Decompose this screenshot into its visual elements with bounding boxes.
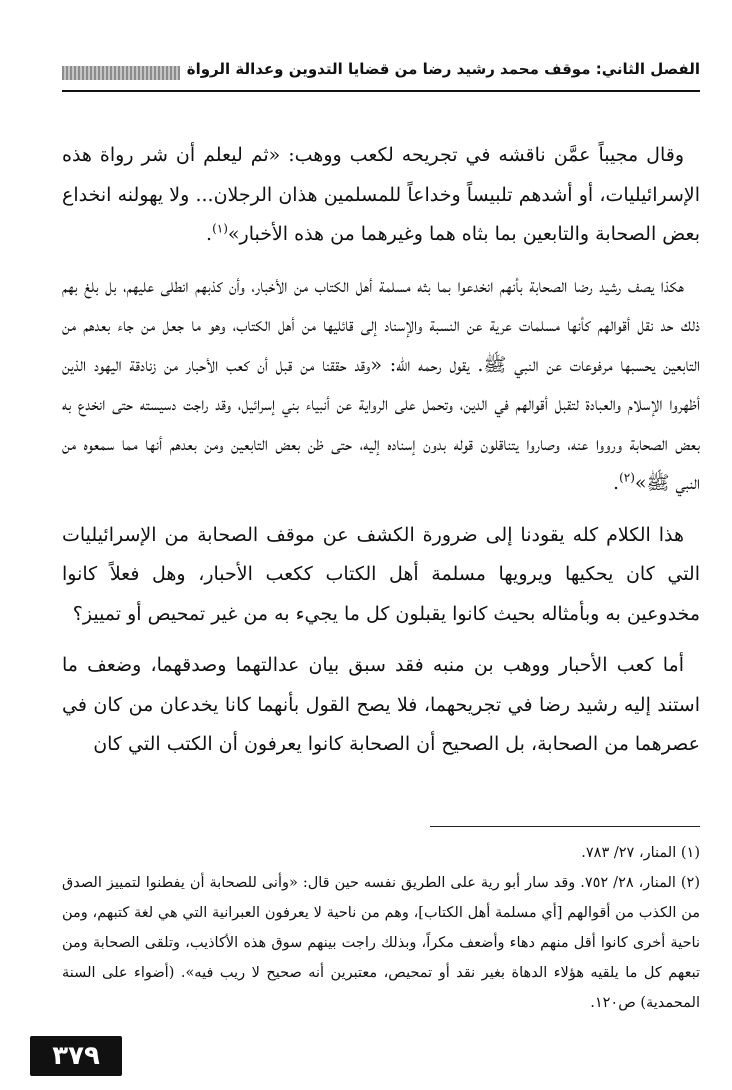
- header-ornament: [62, 66, 180, 80]
- paragraph-text: هذا الكلام كله يقودنا إلى ضرورة الكشف عن موقف الصحابة من الإسرائيليات التي كان يحكيها ويرويها مسلمة أهل الكتاب ككعب الأحبار، وهل فعلاً كانوا مخدوعين به وبأمثاله بحيث كانوا يقبلون كل ما يجيء به من غير تمحيص أو تمييز؟: [62, 523, 700, 625]
- paragraph-tail: .: [206, 223, 213, 245]
- paragraph-text: وقال مجيباً عمَّن ناقشه في تجريحه لكعب ووهب: «ثم ليعلم أن شر رواة هذه الإسرائيليات، أو أشدهم تلبيساً وخداعاً للمسلمين هذان الرجلان... ولا يهولنه انخداع بعض الصحابة والتابعين بما بثاه هما وغيرهما من هذه الأخبار»: [62, 144, 700, 245]
- paragraph: [62, 136, 700, 255]
- footnote-separator: [430, 826, 700, 827]
- main-text: [62, 136, 700, 777]
- paragraph: [62, 646, 700, 765]
- page-number: ٣٧٩: [30, 1036, 122, 1076]
- paragraph: [62, 267, 700, 504]
- footnote-ref[interactable]: (٢): [619, 470, 635, 485]
- footnote: (٢) المنار، ٢٨/ ٧٥٢. وقد سار أبو رية على الطريق نفسه حين قال: «وأنى للصحابة أن يفطنوا لتمييز الصدق من الكذب من أقوالهم [أي مسلمة أهل الكتاب]، وهم من ناحية لا يعرفون العبرانية التي هي لغة كتبهم، ومن ناحية أخرى كانوا أقل منهم دهاء وأضعف مكراً، وبذلك راجت بينهم سوق هذه الأكاذيب، وتلقى الصحابة ومن تبعهم كل ما يلقيه هؤلاء الدهاة بغير نقد أو تمحيص، معتبرين أنه صحيح لا ريب فيه». (أضواء على السنة المحمدية) ص١٢٠.: [62, 875, 700, 1011]
- header-rule: [62, 90, 700, 92]
- running-header: [62, 58, 700, 92]
- paragraph-text: هكذا يصف رشيد رضا الصحابة بأنهم انخدعوا بما بثه مسلمة أهل الكتاب من الأخبار، وأن كذبهم انطلى عليهم، بل بلغ بهم ذلك حد نقل أقوالهم كأنها مسلمات عرية عن النسبة والإسناد إلى قائليها من أهل الكتاب، وهو ما جعل من جاء بعدهم من التابعين يحسبها مرفوعات عن النبي ﷺ. يقول رحمه الله: «وقد حققنا من قبل أن كعب الأحبار من زنادقة اليهود الذين أظهروا الإسلام والعبادة لتقبل أقوالهم في الدين، وتحمل على الرواية عن أنبياء بني إسرائيل، وقد راجت دسيسته حتى انخدع به بعض الصحابة ورووا عنه، وصاروا يتناقلون قوله بدون إسناده إليه، حتى ظن بعض التابعين ومن بعدهم أنها مما سمعوه من النبي ﷺ»: [62, 274, 700, 494]
- footnote: (١) المنار، ٢٧/ ٧٨٣.: [581, 845, 700, 861]
- paragraph-tail: .: [613, 472, 620, 494]
- footnote-ref[interactable]: (١): [212, 221, 228, 236]
- footnotes: [62, 838, 700, 1018]
- chapter-title: الفصل الثاني: موقف محمد رشيد رضا من قضايا التدوين وعدالة الرواة: [186, 60, 700, 78]
- paragraph: [62, 516, 700, 635]
- paragraph-text: أما كعب الأحبار ووهب بن منبه فقد سبق بيان عدالتهما وصدقهما، وضعف ما استند إليه رشيد رضا في تجريحهما، فلا يصح القول بأنهما كانا يخدعان من كان في عصرهما من الصحابة، بل الصحيح أن الصحابة كانوا يعرفون أن الكتب التي كان: [62, 654, 700, 755]
